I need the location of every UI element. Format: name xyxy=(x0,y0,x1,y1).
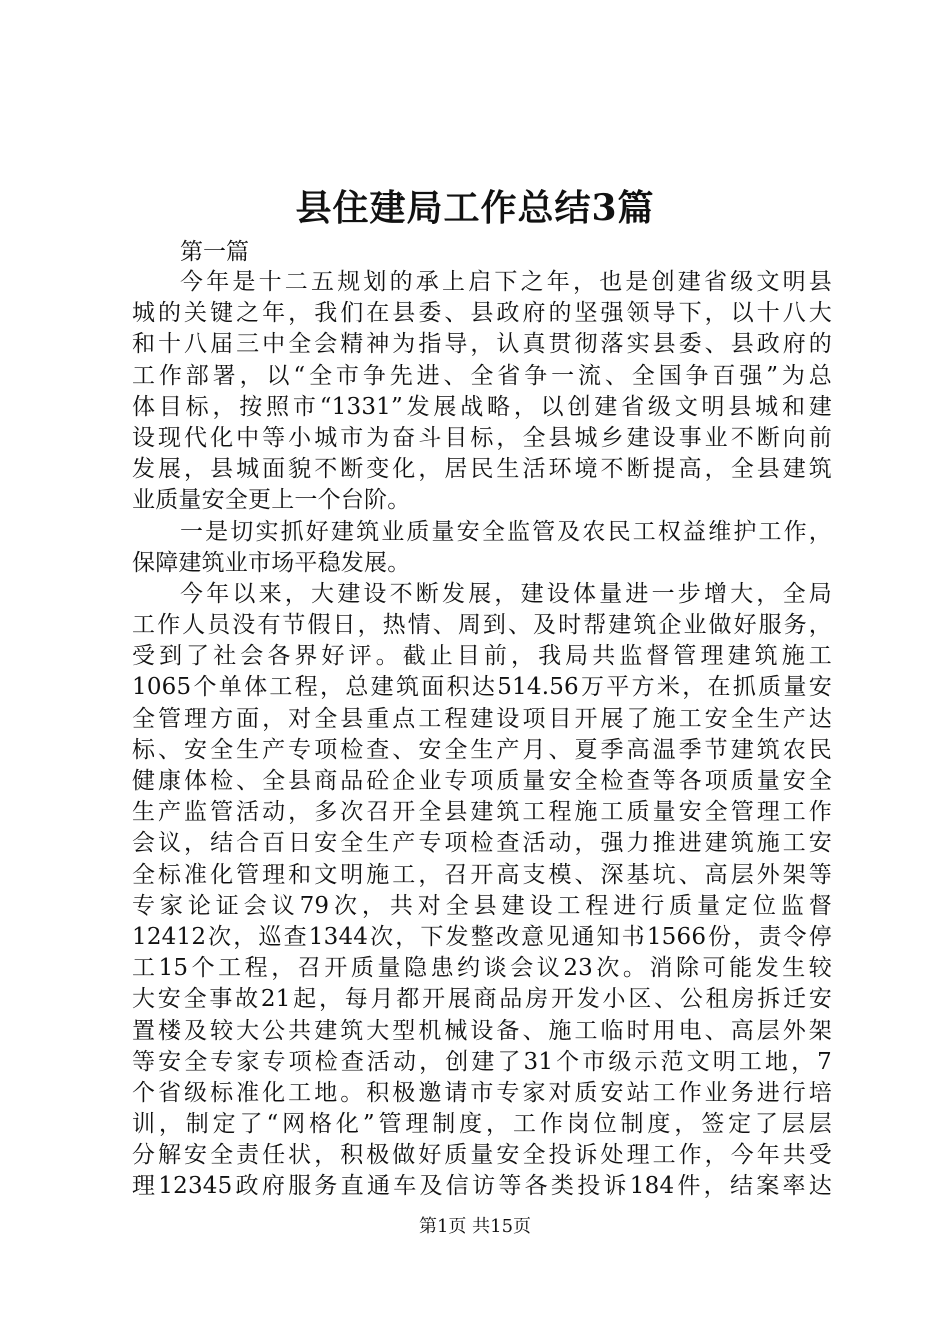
text-line: 12412次，巡查1344次，下发整改意见通知书1566份，责令停 xyxy=(132,923,832,950)
section-label: 第一篇 xyxy=(180,239,249,265)
text-line: 健康体检、全县商品砼企业专项质量安全检查等各项质量安全 xyxy=(132,768,832,794)
text-line: 置楼及较大公共建筑大型机械设备、施工临时用电、高层外架 xyxy=(132,1017,832,1044)
text-line: 工15个工程，召开质量隐患约谈会议23次。消除可能发生较 xyxy=(132,955,832,982)
text-line: 工作人员没有节假日，热情、周到、及时帮建筑企业做好服务， xyxy=(132,612,832,639)
text-line: 今年是十二五规划的承上启下之年，也是创建省级文明县 xyxy=(180,269,832,295)
text-line: 训，制定了“网格化”管理制度，工作岗位制度，签定了层层 xyxy=(132,1111,832,1138)
text-line: 和十八届三中全会精神为指导，认真贯彻落实县委、县政府的 xyxy=(132,331,832,358)
text-line: 工作部署，以“全市争先进、全省争一流、全国争百强”为总 xyxy=(132,362,832,389)
text-line: 发展，县城面貌不断变化，居民生活环境不断提高，全县建筑 xyxy=(132,456,832,483)
text-line: 1065个单体工程，总建筑面积达514.56万平方米，在抓质量安 xyxy=(132,674,832,701)
text-line: 大安全事故21起，每月都开展商品房开发小区、公租房拆迁安 xyxy=(132,986,832,1013)
text-line: 理12345政府服务直通车及信访等各类投诉184件，结案率达 xyxy=(132,1173,832,1200)
document-title: 县住建局工作总结3篇 xyxy=(295,187,655,229)
text-line: 一是切实抓好建筑业质量安全监管及农民工权益维护工作， xyxy=(180,518,832,545)
text-line: 专家论证会议79次，共对全县建设工程进行质量定位监督 xyxy=(132,892,832,919)
page-footer: 第1页 共15页 xyxy=(418,1216,532,1237)
text-line: 设现代化中等小城市为奋斗目标，全县城乡建设事业不断向前 xyxy=(132,424,832,451)
text-line: 全标准化管理和文明施工，召开高支模、深基坑、高层外架等 xyxy=(132,861,832,888)
text-line: 分解安全责任状，积极做好质量安全投诉处理工作，今年共受 xyxy=(132,1142,832,1169)
text-line: 会议，结合百日安全生产专项检查活动，强力推进建筑施工安 xyxy=(132,830,832,857)
text-line: 保障建筑业市场平稳发展。 xyxy=(132,549,411,576)
text-line: 受到了社会各界好评。截止目前，我局共监督管理建筑施工 xyxy=(132,643,832,670)
text-line: 生产监管活动，多次召开全县建筑工程施工质量安全管理工作 xyxy=(132,799,832,826)
body-text xyxy=(132,267,832,1203)
text-line: 今年以来，大建设不断发展，建设体量进一步增大，全局 xyxy=(180,580,832,607)
text-line: 个省级标准化工地。积极邀请市专家对质安站工作业务进行培 xyxy=(132,1079,832,1106)
text-line: 业质量安全更上一个台阶。 xyxy=(132,487,411,514)
text-line: 等安全专家专项检查活动，创建了31个市级示范文明工地，7 xyxy=(132,1048,832,1075)
text-line: 城的关键之年，我们在县委、县政府的坚强领导下，以十八大 xyxy=(132,300,832,327)
text-line: 体目标，按照市“1331”发展战略，以创建省级文明县城和建 xyxy=(132,393,832,420)
text-line: 全管理方面，对全县重点工程建设项目开展了施工安全生产达 xyxy=(132,705,832,732)
text-line: 标、安全生产专项检查、安全生产月、夏季高温季节建筑农民 xyxy=(132,736,832,763)
